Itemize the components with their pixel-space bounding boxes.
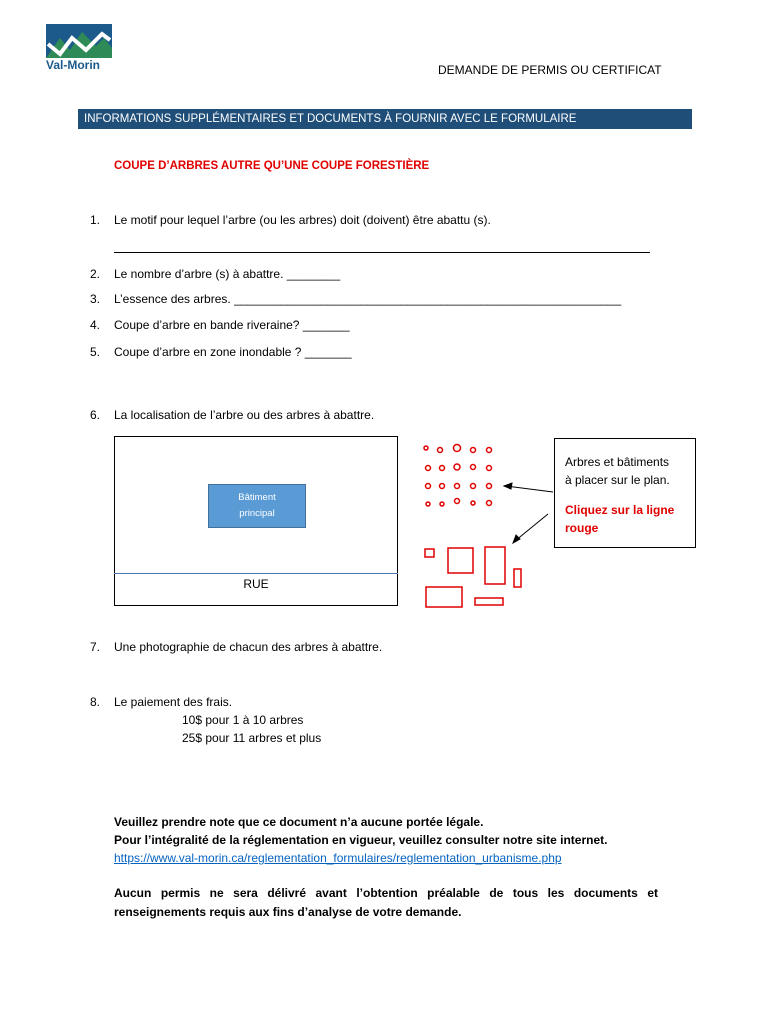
building-label-2: principal [239, 508, 275, 519]
fee-line-2: 25$ pour 11 arbres et plus [182, 731, 322, 745]
tree-symbol [455, 484, 460, 489]
tree-symbol [471, 484, 476, 489]
tree-symbol [471, 448, 476, 453]
tree-symbol [426, 484, 431, 489]
item-number: 2. [90, 267, 101, 281]
tree-symbol [440, 466, 445, 471]
item-number: 7. [90, 640, 101, 654]
section-title-bar: INFORMATIONS SUPPLÉMENTAIRES ET DOCUMENTS À FOURNIR AVEC LE FORMULAIRE [78, 109, 692, 129]
symbol-palette[interactable] [420, 440, 554, 615]
building-symbol [426, 587, 462, 607]
item-number: 8. [90, 695, 101, 709]
item-number: 4. [90, 318, 101, 332]
item-7 [90, 640, 382, 654]
road-line [114, 573, 398, 574]
answer-line[interactable] [114, 244, 650, 253]
item-3 [90, 292, 621, 306]
tree-symbol [426, 502, 430, 506]
legal-notice-1: Veuillez prendre note que ce document n’a aucune portée légale. [114, 815, 484, 829]
tree-symbol [487, 448, 492, 453]
form-title: DEMANDE DE PERMIS OU CERTIFICAT [438, 63, 662, 77]
legal-notice-2: Pour l’intégralité de la réglementation en vigueur, veuillez consulter notre site internet. [114, 833, 608, 847]
tree-symbol [454, 445, 461, 452]
tree-symbol [440, 502, 444, 506]
item-text[interactable]: L’essence des arbres. __________________________________________________________ [114, 292, 622, 306]
fee-line-1: 10$ pour 1 à 10 arbres [182, 713, 304, 727]
road-label: RUE [243, 577, 269, 591]
building-symbol [475, 598, 503, 605]
item-number: 1. [90, 213, 101, 227]
item-8 [90, 695, 232, 709]
building-symbol [425, 549, 434, 557]
item-text[interactable]: Coupe d’arbre en zone inondable ? _______ [114, 345, 352, 359]
note-text-2: à placer sur le plan. [565, 473, 670, 487]
item-number: 6. [90, 408, 101, 422]
tree-symbol [487, 501, 492, 506]
tree-symbol [424, 446, 428, 450]
note-click-instruction [565, 501, 687, 537]
item-text: Le motif pour lequel l’arbre (ou les arbres) doit (doivent) être abattu (s). [114, 213, 491, 227]
item-5 [90, 345, 352, 359]
tree-symbol [487, 466, 492, 471]
tree-symbol [440, 484, 445, 489]
item-4 [90, 318, 350, 332]
regulation-link[interactable]: https://www.val-morin.ca/reglementation_formulaires/reglementation_urbanisme.php [114, 851, 562, 865]
item-number: 3. [90, 292, 101, 306]
subtitle: COUPE D’ARBRES AUTRE QU’UNE COUPE FORESTIÈRE [114, 160, 430, 172]
tree-symbol [454, 464, 460, 470]
building-label-1: Bâtiment [238, 492, 276, 503]
item-text[interactable]: Le nombre d’arbre (s) à abattre. ________ [114, 267, 341, 281]
note-text-1: Arbres et bâtiments [565, 455, 670, 469]
building-symbol [485, 547, 505, 584]
item-text: Le paiement des frais. [114, 695, 233, 709]
tree-symbol [487, 484, 492, 489]
instruction-note [554, 438, 696, 548]
tree-symbol [438, 448, 443, 453]
tree-symbol [455, 499, 460, 504]
tree-symbol [471, 465, 476, 470]
building-symbol [514, 569, 521, 587]
item-1 [90, 213, 491, 227]
item-number: 5. [90, 345, 101, 359]
logo-text: Val-Morin [46, 58, 101, 72]
note-click-1: Cliquez sur la ligne [565, 503, 675, 517]
tree-symbol [471, 501, 475, 505]
final-notice: Aucun permis ne sera délivré avant l’obtention préalable de tous les documents et renseignements requis aux fins d’analyse de votre demande. [114, 886, 658, 919]
building-symbol [448, 548, 473, 573]
item-text: Une photographie de chacun des arbres à abattre. [114, 640, 383, 654]
item-6 [90, 408, 374, 422]
note-click-2: rouge [565, 521, 599, 535]
main-building[interactable] [208, 484, 306, 528]
item-text[interactable]: Coupe d’arbre en bande riveraine? _______ [114, 318, 350, 332]
item-2 [90, 267, 340, 281]
tree-symbol [426, 466, 431, 471]
item-text: La localisation de l’arbre ou des arbres à abattre. [114, 408, 375, 422]
